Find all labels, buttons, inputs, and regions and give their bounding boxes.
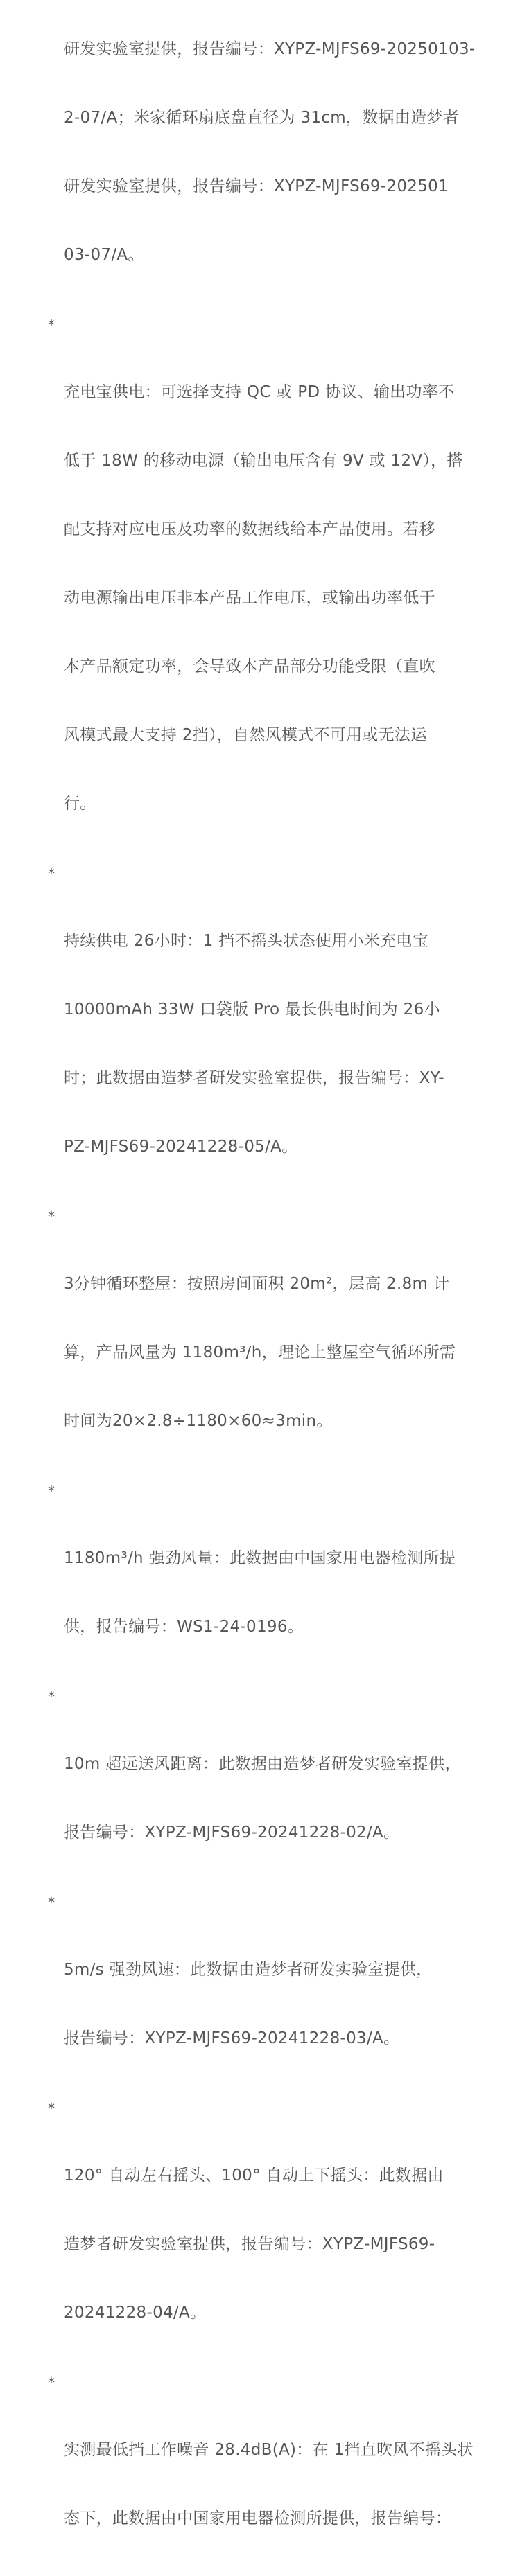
footnote-line: 低于 18W 的移动电源（输出电压含有 9V 或 12V），搭 bbox=[64, 452, 463, 470]
footnote-list bbox=[0, 312, 520, 2576]
intro-continuation bbox=[64, 0, 480, 312]
asterisk-icon: * bbox=[48, 317, 55, 333]
footnote-battery-life bbox=[48, 861, 480, 1204]
footnote-line: 造梦者研发实验室提供，报告编号：XYPZ-MJFS69- bbox=[64, 2235, 435, 2253]
footnote-line: 风模式最大支持 2挡），自然风模式不可用或无法运 bbox=[64, 726, 427, 744]
asterisk-icon: * bbox=[48, 1894, 55, 1911]
footnote-line: 本产品额定功率，会导致本产品部分功能受限（直吹 bbox=[64, 658, 435, 676]
asterisk-icon: * bbox=[48, 1688, 55, 1705]
footnote-oscillation bbox=[48, 2096, 480, 2370]
footnote-room-circulation bbox=[48, 1204, 480, 1479]
footnote-air-distance bbox=[48, 1684, 480, 1890]
footnote-line: 10000mAh 33W 口袋版 Pro 最长供电时间为 26小 bbox=[64, 1000, 440, 1018]
footnote-line: PZ-MJFS69-20241228-05/A。 bbox=[64, 1138, 298, 1156]
footnote-line: 10m 超远送风距离：此数据由造梦者研发实验室提供， bbox=[64, 1755, 461, 1773]
footnote-line: 时间为20×2.8÷1180×60≈3min。 bbox=[64, 1412, 333, 1430]
intro-line: 研发实验室提供，报告编号：XYPZ-MJFS69-20250103- bbox=[64, 40, 476, 58]
footnote-line: 120° 自动左右摇头、100° 自动上下摇头：此数据由 bbox=[64, 2167, 444, 2185]
footnote-line: 20241228-04/A。 bbox=[64, 2304, 207, 2322]
footnote-line: 时；此数据由造梦者研发实验室提供，报告编号：XY- bbox=[64, 1069, 444, 1087]
footnote-line: 配支持对应电压及功率的数据线给本产品使用。若移 bbox=[64, 520, 435, 538]
footnote-line: 持续供电 26小时：1 挡不摇头状态使用小米充电宝 bbox=[64, 932, 429, 950]
footnote-power-bank bbox=[48, 312, 480, 861]
footnote-airflow bbox=[48, 1479, 480, 1684]
asterisk-icon: * bbox=[48, 2100, 55, 2117]
footnote-line: 1180m³/h 强劲风量：此数据由中国家用电器检测所提 bbox=[64, 1549, 456, 1567]
intro-line: 03-07/A。 bbox=[64, 246, 144, 264]
footnote-noise bbox=[48, 2370, 480, 2576]
intro-line: 研发实验室提供，报告编号：XYPZ-MJFS69-202501 bbox=[64, 177, 449, 195]
intro-line: 2-07/A；米家循环扇底盘直径为 31cm，数据由造梦者 bbox=[64, 109, 460, 127]
asterisk-icon: * bbox=[48, 865, 55, 882]
footnote-line: 供，报告编号：WS1-24-0196。 bbox=[64, 1618, 304, 1636]
footnote-line: 实测最低挡工作噪音 28.4dB(A)：在 1挡直吹风不摇头状 bbox=[64, 2441, 474, 2459]
footnote-line: 报告编号：XYPZ-MJFS69-20241228-02/A。 bbox=[64, 1824, 400, 1842]
footnote-line: 态下，此数据由中国家用电器检测所提供，报告编号： bbox=[64, 2509, 452, 2528]
footnote-line: 5m/s 强劲风速：此数据由造梦者研发实验室提供， bbox=[64, 1961, 433, 1979]
footnote-line: 3分钟循环整屋：按照房间面积 20m²，层高 2.8m 计 bbox=[64, 1275, 450, 1293]
footnote-line: 报告编号：XYPZ-MJFS69-20241228-03/A。 bbox=[64, 2029, 400, 2047]
footnote-wind-speed bbox=[48, 1890, 480, 2096]
footnote-line: 动电源输出电压非本产品工作电压，或输出功率低于 bbox=[64, 589, 435, 607]
asterisk-icon: * bbox=[48, 1208, 55, 1225]
footnote-line: 行。 bbox=[64, 795, 96, 813]
footnote-line: 充电宝供电：可选择支持 QC 或 PD 协议、输出功率不 bbox=[64, 383, 455, 401]
asterisk-icon: * bbox=[48, 2374, 55, 2391]
asterisk-icon: * bbox=[48, 1483, 55, 1499]
footnote-line: 算，产品风量为 1180m³/h，理论上整屋空气循环所需 bbox=[64, 1343, 456, 1361]
